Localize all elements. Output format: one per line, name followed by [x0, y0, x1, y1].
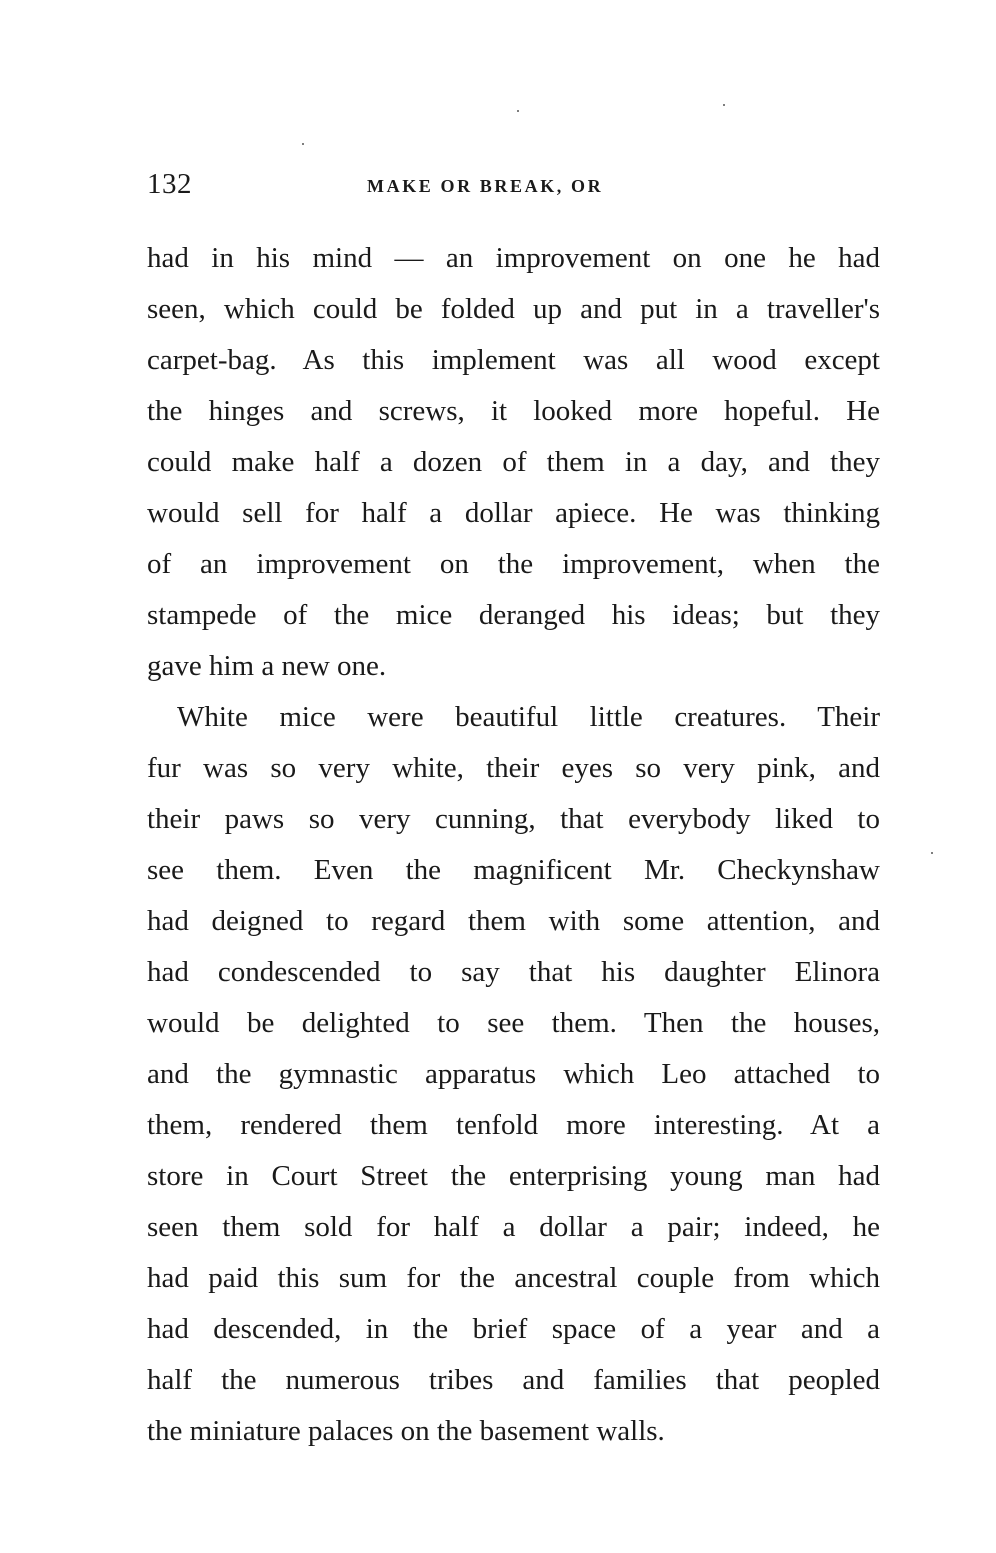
text-line: and the gymnastic apparatus which Leo attached to [147, 1058, 880, 1090]
text-line: them, rendered them tenfold more interesting. At a [147, 1109, 880, 1141]
paragraph-2 [147, 692, 880, 1457]
print-speck [931, 852, 933, 854]
body-text [147, 233, 880, 1457]
text-line: had descended, in the brief space of a year and a [147, 1313, 880, 1345]
text-line: their paws so very cunning, that everybody liked to [147, 803, 880, 835]
text-line: stampede of the mice deranged his ideas; but they [147, 599, 880, 631]
text-line: the hinges and screws, it looked more hopeful. He [147, 395, 880, 427]
text-line: had deigned to regard them with some attention, and [147, 905, 880, 937]
text-line: store in Court Street the enterprising young man had [147, 1160, 880, 1192]
print-speck [302, 143, 304, 145]
running-head: MAKE OR BREAK, OR [367, 176, 604, 196]
paragraph-1 [147, 233, 880, 692]
text-line: would sell for half a dollar apiece. He was thinking [147, 497, 880, 529]
text-line: of an improvement on the improvement, when the [147, 548, 880, 580]
text-line: the miniature palaces on the basement walls. [147, 1415, 665, 1447]
print-speck [517, 110, 519, 112]
text-line: White mice were beautiful little creatures. Their [177, 701, 880, 733]
text-line: had in his mind — an improvement on one he had [147, 242, 880, 274]
text-line: half the numerous tribes and families that peopled [147, 1364, 880, 1396]
text-line: carpet-bag. As this implement was all wood except [147, 344, 880, 376]
text-line: gave him a new one. [147, 650, 387, 682]
text-line: seen, which could be folded up and put in a traveller's [147, 293, 880, 325]
text-line: seen them sold for half a dollar a pair; indeed, he [147, 1211, 880, 1243]
text-line: would be delighted to see them. Then the houses, [147, 1007, 880, 1039]
text-line: fur was so very white, their eyes so very pink, and [147, 752, 880, 784]
page-header [147, 168, 883, 204]
text-line: had condescended to say that his daughter Elinora [147, 956, 880, 988]
text-line: see them. Even the magnificent Mr. Checkynshaw [147, 854, 880, 886]
text-line: had paid this sum for the ancestral couple from which [147, 1262, 880, 1294]
print-speck [723, 104, 725, 106]
page-number: 132 [147, 168, 192, 200]
text-line: could make half a dozen of them in a day, and they [147, 446, 880, 478]
